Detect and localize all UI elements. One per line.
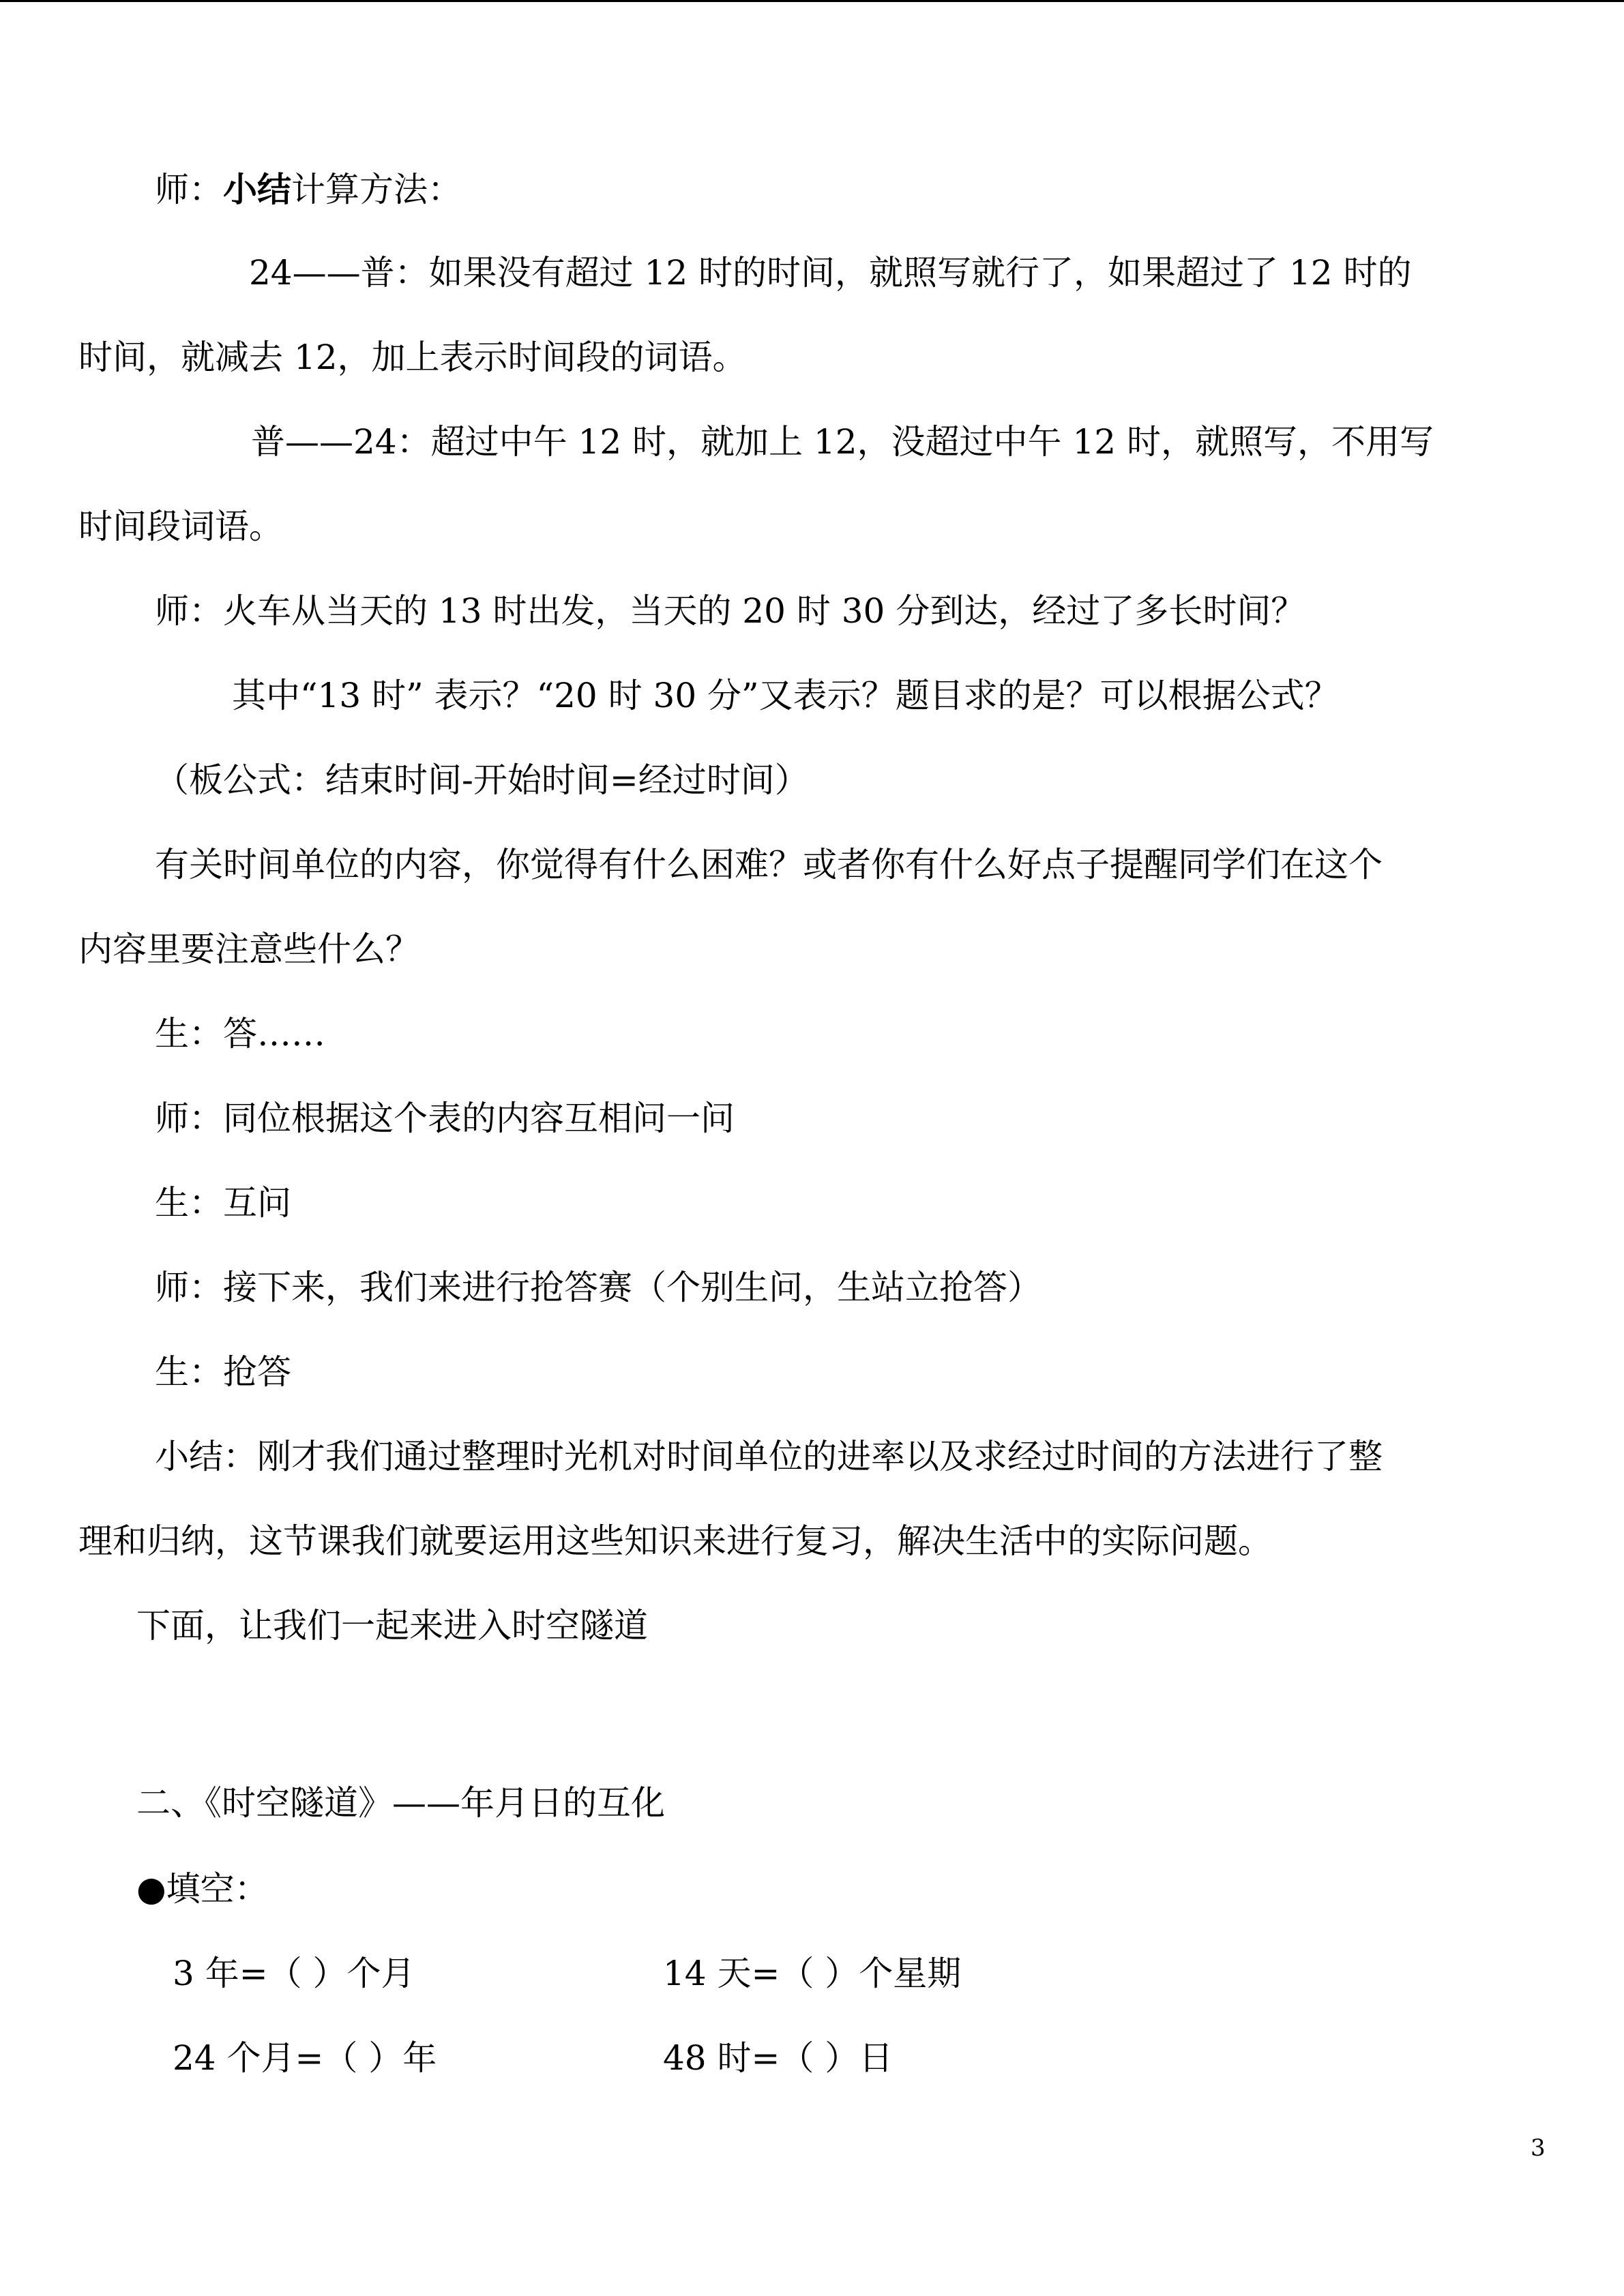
page-number: 3 bbox=[1531, 2134, 1546, 2162]
paragraph-line: 生：答…… bbox=[155, 1014, 325, 1054]
top-border-line bbox=[0, 0, 1624, 2]
section-heading: 二、《时空隧道》——年月日的互化 bbox=[136, 1783, 665, 1823]
paragraph-line: 其中“13 时” 表示？“20 时 30 分”又表示？题目求的是？可以根据公式？ bbox=[232, 676, 1339, 715]
exercise-item: 48 时=（ ）日 bbox=[663, 2038, 894, 2078]
paragraph-line: 24——普：如果没有超过 12 时的时间，就照写就行了，如果超过了 12 时的 bbox=[249, 253, 1412, 293]
paragraph-line: 小结：刚才我们通过整理时光机对时间单位的进率以及求经过时间的方法进行了整 bbox=[155, 1437, 1383, 1476]
paragraph-line: 生：抢答 bbox=[155, 1352, 291, 1392]
paragraph-line: 师：接下来，我们来进行抢答赛（个别生问，生站立抢答） bbox=[155, 1268, 1042, 1307]
exercise-item: 3 年=（ ）个月 bbox=[173, 1954, 415, 1993]
fill-in-heading: ●填空： bbox=[136, 1869, 269, 1909]
paragraph-line: 有关时间单位的内容，你觉得有什么困难？或者你有什么好点子提醒同学们在这个 bbox=[155, 845, 1383, 884]
paragraph-line: 师：同位根据这个表的内容互相问一问 bbox=[155, 1099, 735, 1138]
exercise-item: 14 天=（ ）个星期 bbox=[663, 1954, 962, 1993]
exercise-item: 24 个月=（ ）年 bbox=[173, 2038, 437, 2078]
paragraph-line: 理和归纳，这节课我们就要运用这些知识来进行复习，解决生活中的实际问题。 bbox=[78, 1521, 1272, 1561]
paragraph-line: 内容里要注意些什么？ bbox=[78, 929, 419, 969]
speaker-teacher: 师： bbox=[155, 170, 223, 209]
formula-note: （板公式：结束时间-开始时间=经过时间） bbox=[155, 760, 809, 800]
summary-bold-label: 小结 bbox=[223, 169, 291, 209]
heading-summary-method bbox=[155, 169, 462, 210]
paragraph-line: 师：火车从当天的 13 时出发，当天的 20 时 30 分到达，经过了多长时间？ bbox=[155, 591, 1305, 631]
paragraph-line: 普——24：超过中午 12 时，就加上 12，没超过中午 12 时，就照写，不用写 bbox=[251, 422, 1434, 462]
paragraph-line: 时间段词语。 bbox=[78, 507, 283, 546]
summary-rest: 计算方法： bbox=[291, 170, 462, 209]
paragraph-line: 时间，就减去 12，加上表示时间段的词语。 bbox=[78, 338, 747, 377]
paragraph-line: 下面，让我们一起来进入时空隧道 bbox=[136, 1606, 648, 1645]
paragraph-line: 生：互问 bbox=[155, 1183, 291, 1223]
